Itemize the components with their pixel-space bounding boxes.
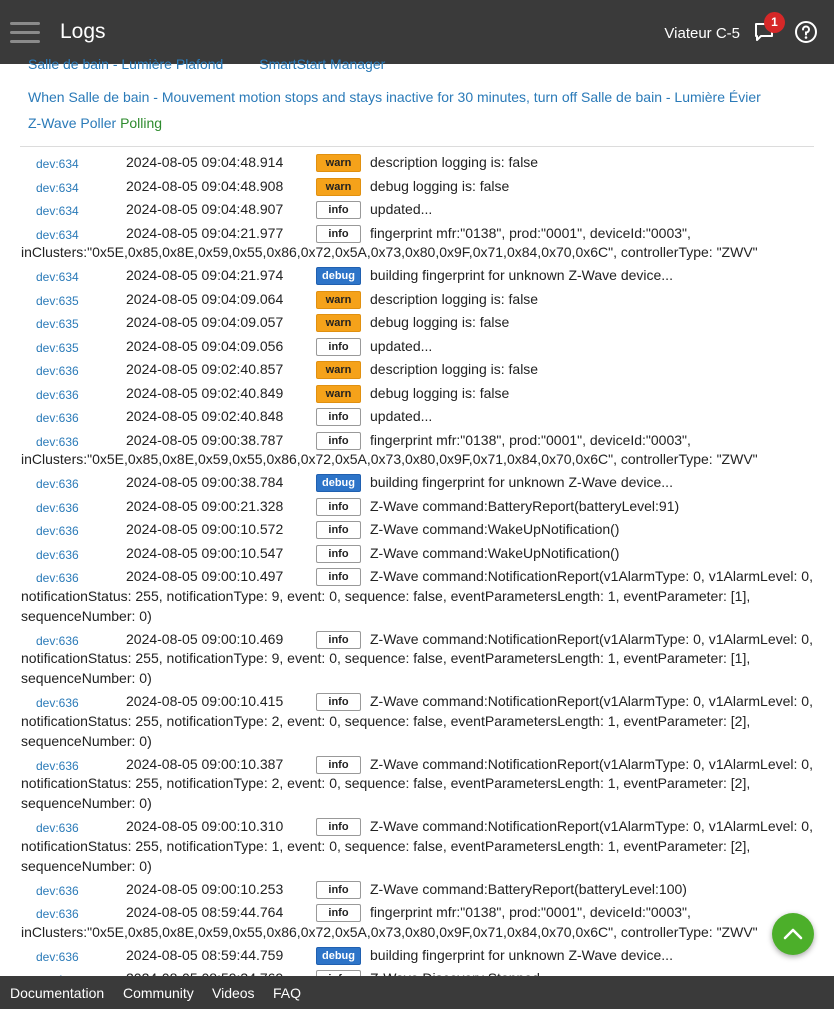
log-timestamp: 2024-08-05 09:02:40.849 (126, 384, 284, 401)
log-timestamp: 2024-08-05 09:00:10.387 (126, 755, 284, 772)
app-link[interactable]: SmartStart Manager (259, 56, 386, 72)
log-timestamp: 2024-08-05 09:00:38.787 (126, 431, 284, 448)
log-timestamp: 2024-08-05 09:02:40.857 (126, 361, 284, 377)
divider (20, 146, 814, 147)
log-level-badge: info (316, 631, 361, 649)
filter-links (6, 56, 828, 136)
log-message-continuation: inClusters:"0x5E,0x85,0x8E,0x59,0x55,0x86,0x72,0x5A,0x73,0x80,0x9F,0x71,0x84,0x70,0x6C", controllerType: "ZWV" (21, 923, 758, 940)
log-message: Z-Wave command:BatteryReport(batteryLevel:100) (370, 880, 687, 897)
log-timestamp: 2024-08-05 09:00:10.469 (126, 630, 284, 647)
log-message: debug logging is: false (370, 384, 510, 401)
log-device-link[interactable]: dev:636 (36, 907, 79, 921)
chevron-up-icon (781, 922, 805, 946)
log-timestamp: 2024-08-05 09:00:10.572 (126, 521, 284, 537)
log-message: Z-Wave command:WakeUpNotification() (370, 544, 620, 561)
device-link[interactable]: Salle de bain - Lumière Plafond (28, 56, 224, 72)
footer-documentation-link[interactable]: Documentation (10, 985, 105, 1001)
log-entry (6, 902, 828, 945)
log-device-link[interactable]: dev:634 (36, 204, 79, 218)
log-timestamp: 2024-08-05 09:04:09.057 (126, 314, 284, 330)
log-level-badge: info (316, 432, 361, 450)
log-entry (6, 359, 828, 383)
log-timestamp: 2024-08-05 09:04:21.974 (126, 267, 284, 283)
log-entry (6, 472, 828, 496)
log-entry (6, 496, 828, 520)
log-level-badge: warn (316, 314, 361, 332)
log-timestamp: 2024-08-05 08:59:44.764 (126, 904, 284, 920)
log-level-badge: info (316, 756, 361, 774)
log-level-badge: info (316, 881, 361, 899)
log-level-badge: info (316, 568, 361, 586)
rule-link[interactable]: When Salle de bain - Mouvement motion stops and stays inactive for 30 minutes, turn off Salle de bain - Lumière Évier (28, 89, 761, 105)
log-message: building fingerprint for unknown Z-Wave device... (370, 267, 673, 283)
poller-status: Polling (120, 115, 163, 131)
log-message-continuation: notificationStatus: 255, notificationType: 9, event: 0, sequence: false, eventParametersLength: 1, eventParameter: [1], sequenceNumber: 0) (21, 587, 751, 624)
log-entry (6, 383, 828, 407)
log-entry (6, 566, 828, 629)
log-device-link[interactable]: dev:636 (36, 821, 79, 835)
log-timestamp: 2024-08-05 09:02:40.848 (126, 408, 284, 424)
log-level-badge: info (316, 818, 361, 836)
log-timestamp: 2024-08-05 09:00:10.253 (126, 880, 284, 897)
log-level-badge: info (316, 201, 361, 219)
log-timestamp: 2024-08-05 09:00:21.328 (126, 497, 284, 514)
log-message: Z-Wave command:BatteryReport(batteryLevel:91) (370, 497, 680, 514)
scroll-top-button[interactable] (772, 913, 814, 955)
log-entry (6, 312, 828, 336)
page-title: Logs (60, 20, 106, 43)
log-device-link[interactable]: dev:636 (36, 883, 79, 898)
log-device-link[interactable]: dev:636 (36, 758, 79, 773)
log-entry (6, 945, 828, 969)
log-device-link[interactable]: dev:636 (36, 387, 79, 402)
log-device-link[interactable]: dev:636 (36, 477, 79, 491)
log-list (6, 152, 828, 992)
log-device-link[interactable]: dev:636 (36, 434, 79, 449)
log-entry (6, 816, 828, 879)
log-message-continuation: inClusters:"0x5E,0x85,0x8E,0x59,0x55,0x86,0x72,0x5A,0x73,0x80,0x9F,0x71,0x84,0x70,0x6C", controllerType: "ZWV" (21, 451, 758, 467)
log-device-link[interactable]: dev:634 (36, 227, 79, 242)
log-message: description logging is: false (370, 361, 539, 377)
log-device-link[interactable]: dev:635 (36, 340, 79, 355)
log-level-badge: info (316, 545, 361, 563)
log-device-link[interactable]: dev:634 (36, 270, 79, 284)
log-entry (6, 519, 828, 543)
log-device-link[interactable]: dev:635 (36, 293, 79, 308)
log-entry (6, 223, 828, 266)
log-timestamp: 2024-08-05 09:00:10.415 (126, 693, 284, 709)
log-level-badge: debug (316, 474, 361, 492)
log-device-link[interactable]: dev:636 (36, 411, 79, 425)
log-timestamp: 2024-08-05 09:04:48.908 (126, 177, 284, 194)
log-entry (6, 629, 828, 692)
log-level-badge: info (316, 521, 361, 539)
log-level-badge: info (316, 693, 361, 711)
log-timestamp: 2024-08-05 09:04:21.977 (126, 224, 284, 241)
log-level-badge: info (316, 338, 361, 356)
log-message: fingerprint mfr:"0138", prod:"0001", deviceId:"0003", (370, 431, 691, 448)
footer-videos-link[interactable]: Videos (212, 985, 255, 1001)
log-timestamp: 2024-08-05 09:00:10.497 (126, 568, 284, 584)
logs-content[interactable] (6, 56, 828, 976)
log-entry (6, 265, 828, 289)
hub-name[interactable]: Viateur C-5 (664, 25, 740, 42)
log-message-continuation: notificationStatus: 255, notificationType: 1, event: 0, sequence: false, eventParametersLength: 1, eventParameter: [2], sequenceNumber: 0) (21, 837, 751, 874)
log-message: updated... (370, 408, 433, 424)
log-level-badge: info (316, 498, 361, 516)
log-level-badge: debug (316, 947, 361, 965)
log-device-link[interactable]: dev:635 (36, 317, 79, 331)
log-level-badge: debug (316, 267, 361, 285)
log-message: Z-Wave command:NotificationReport(v1AlarmType: 0, v1AlarmLevel: 0, (370, 755, 813, 772)
log-device-link[interactable]: dev:636 (36, 364, 79, 378)
log-message: description logging is: false (370, 154, 539, 170)
log-message: debug logging is: false (370, 177, 510, 194)
log-timestamp: 2024-08-05 09:04:48.914 (126, 154, 284, 170)
log-message: description logging is: false (370, 290, 539, 307)
log-device-link[interactable]: dev:636 (36, 949, 79, 964)
log-message: Z-Wave command:WakeUpNotification() (370, 521, 620, 537)
log-timestamp: 2024-08-05 08:59:44.759 (126, 946, 284, 963)
log-message: Z-Wave command:NotificationReport(v1AlarmType: 0, v1AlarmLevel: 0, (370, 693, 813, 709)
log-device-link[interactable]: dev:636 (36, 571, 79, 585)
hamburger-menu-icon[interactable] (10, 22, 40, 44)
log-entry (6, 430, 828, 473)
log-level-badge: info (316, 904, 361, 922)
log-message-continuation: notificationStatus: 255, notificationType: 2, event: 0, sequence: false, eventParametersLength: 1, eventParameter: [2], sequenceNumber: 0) (21, 712, 751, 749)
log-level-badge: warn (316, 291, 361, 309)
log-entry (6, 176, 828, 200)
log-device-link[interactable]: dev:636 (36, 500, 79, 515)
log-level-badge: warn (316, 154, 361, 172)
log-timestamp: 2024-08-05 09:00:38.784 (126, 474, 284, 490)
log-timestamp: 2024-08-05 09:04:09.064 (126, 290, 284, 307)
log-entry (6, 691, 828, 754)
log-message: fingerprint mfr:"0138", prod:"0001", deviceId:"0003", (370, 224, 691, 241)
log-device-link[interactable]: dev:636 (36, 524, 79, 538)
log-message: Z-Wave command:NotificationReport(v1AlarmType: 0, v1AlarmLevel: 0, (370, 818, 813, 834)
log-message-continuation: notificationStatus: 255, notificationType: 9, event: 0, sequence: false, eventParametersLength: 1, eventParameter: [1], sequenceNumber: 0) (21, 650, 751, 686)
top-bar (0, 0, 834, 64)
log-entry (6, 754, 828, 817)
log-timestamp: 2024-08-05 09:04:09.056 (126, 337, 284, 354)
log-device-link[interactable]: dev:634 (36, 180, 79, 195)
log-timestamp: 2024-08-05 09:00:10.547 (126, 544, 284, 561)
log-message-continuation: inClusters:"0x5E,0x85,0x8E,0x59,0x55,0x86,0x72,0x5A,0x73,0x80,0x9F,0x71,0x84,0x70,0x6C", controllerType: "ZWV" (21, 244, 758, 260)
log-entry (6, 406, 828, 430)
log-entry (6, 879, 828, 903)
log-entry (6, 152, 828, 176)
poller-link[interactable]: Z-Wave Poller (28, 115, 117, 131)
log-message-continuation: notificationStatus: 255, notificationType: 2, event: 0, sequence: false, eventParametersLength: 1, eventParameter: [2], sequenceNumber: 0) (21, 775, 751, 811)
log-message: debug logging is: false (370, 314, 510, 330)
log-entry (6, 199, 828, 223)
log-message: updated... (370, 337, 433, 354)
log-entry (6, 289, 828, 313)
log-entry (6, 543, 828, 567)
notification-badge: 1 (764, 12, 785, 33)
log-message: Z-Wave command:NotificationReport(v1AlarmType: 0, v1AlarmLevel: 0, (370, 568, 813, 584)
log-entry (6, 336, 828, 360)
log-level-badge: warn (316, 385, 361, 403)
log-level-badge: warn (316, 178, 361, 196)
log-level-badge: warn (316, 361, 361, 379)
log-timestamp: 2024-08-05 09:00:10.310 (126, 818, 284, 834)
log-message: Z-Wave command:NotificationReport(v1AlarmType: 0, v1AlarmLevel: 0, (370, 630, 813, 647)
log-device-link[interactable]: dev:636 (36, 696, 79, 710)
log-message: fingerprint mfr:"0138", prod:"0001", deviceId:"0003", (370, 904, 691, 920)
footer-faq-link[interactable]: FAQ (273, 985, 302, 1001)
footer (0, 976, 834, 1009)
log-device-link[interactable]: dev:636 (36, 633, 79, 648)
log-timestamp: 2024-08-05 09:04:48.907 (126, 201, 284, 217)
log-message: building fingerprint for unknown Z-Wave device... (370, 474, 673, 490)
log-message: building fingerprint for unknown Z-Wave device... (370, 946, 673, 963)
footer-community-link[interactable]: Community (123, 985, 194, 1001)
log-level-badge: info (316, 408, 361, 426)
question-circle-icon[interactable] (794, 20, 818, 44)
log-message: updated... (370, 201, 433, 217)
log-device-link[interactable]: dev:636 (36, 547, 79, 562)
log-level-badge: info (316, 225, 361, 243)
log-device-link[interactable]: dev:634 (36, 157, 79, 171)
